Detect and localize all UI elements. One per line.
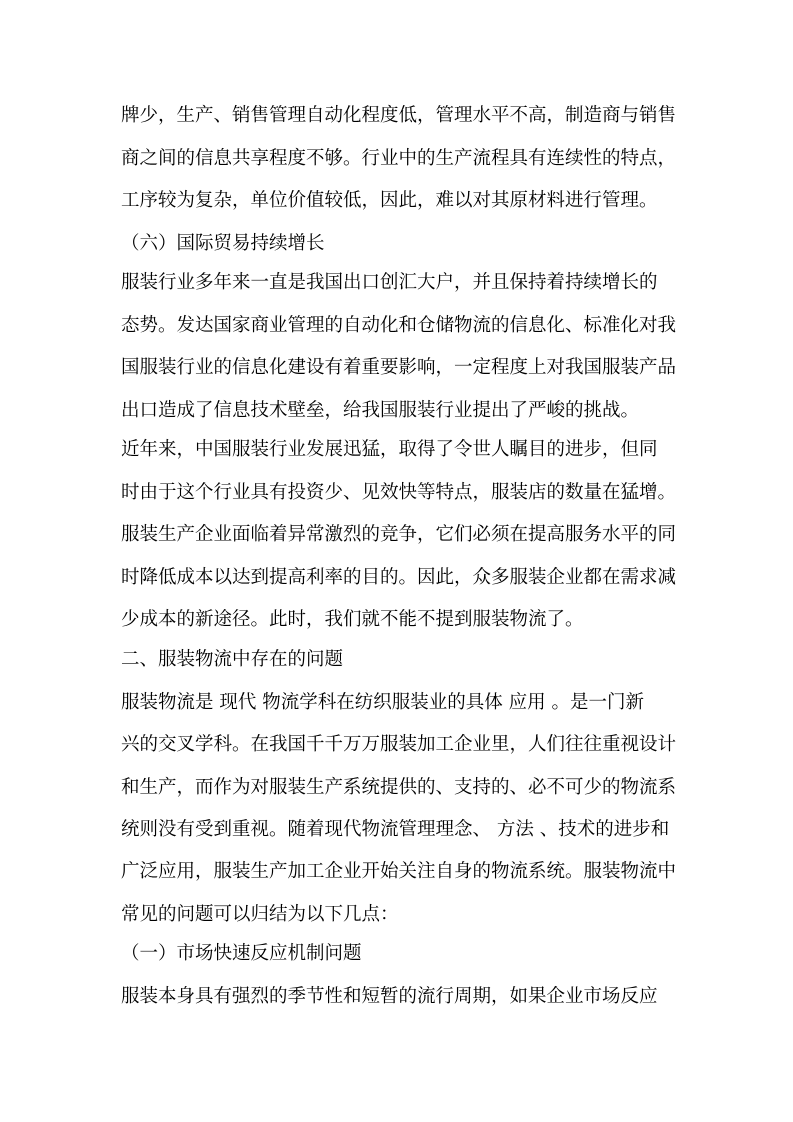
section-heading: 二、服装物流中存在的问题 — [121, 649, 344, 670]
body-text-line: 国服装行业的信息化建设有着重要影响，一定程度上对我国服装产品 — [121, 357, 677, 378]
body-text-line: 服装本身具有强烈的季节性和短暂的流行周期，如果企业市场反应 — [121, 986, 658, 1007]
body-text-line: 态势。发达国家商业管理的自动化和仓储物流的信息化、标准化对我 — [121, 315, 677, 336]
body-text-line: 商之间的信息共享程度不够。行业中的生产流程具有连续性的特点， — [121, 148, 677, 169]
body-text-line: 服装行业多年来一直是我国出口创汇大户，并且保持着持续增长的 — [121, 272, 658, 293]
body-text-line: 广泛应用，服装生产加工企业开始关注自身的物流系统。服装物流中 — [121, 861, 677, 882]
body-text-line: 服装物流是 现代 物流学科在纺织服装业的具体 应用 。是一门新 — [121, 692, 645, 713]
body-text-line: 时由于这个行业具有投资少、见效快等特点，服装店的数量在猛增。 — [121, 482, 677, 503]
body-text-line: 出口造成了信息技术壁垒，给我国服装行业提出了严峻的挑战。 — [121, 400, 640, 421]
body-text-line: 近年来，中国服装行业发展迅猛，取得了令世人瞩目的进步，但同 — [121, 439, 658, 460]
body-text-line: 统则没有受到重视。随着现代物流管理理念、 方法 、技术的进步和 — [121, 819, 670, 840]
body-text-line: 少成本的新途径。此时，我们就不能不提到服装物流了。 — [121, 609, 584, 630]
body-text-line: 常见的问题可以归结为以下几点： — [121, 904, 399, 925]
body-text-line: 工序较为复杂，单位价值较低，因此，难以对其原材料进行管理。 — [121, 190, 658, 211]
body-text-line: 时降低成本以达到提高利率的目的。因此，众多服装企业都在需求减 — [121, 567, 677, 588]
body-text-line: 兴的交叉学科。在我国千千万万服装加工企业里，人们往往重视设计 — [121, 734, 677, 755]
body-text-line: 牌少，生产、销售管理自动化程度低，管理水平不高，制造商与销售 — [121, 105, 677, 126]
body-text-line: 和生产，而作为对服装生产系统提供的、支持的、必不可少的物流系 — [121, 777, 677, 798]
section-heading: （六）国际贸易持续增长 — [121, 233, 325, 254]
body-text-line: 服装生产企业面临着异常激烈的竞争，它们必须在提高服务水平的同 — [121, 524, 677, 545]
section-heading: （一）市场快速反应机制问题 — [121, 943, 362, 964]
